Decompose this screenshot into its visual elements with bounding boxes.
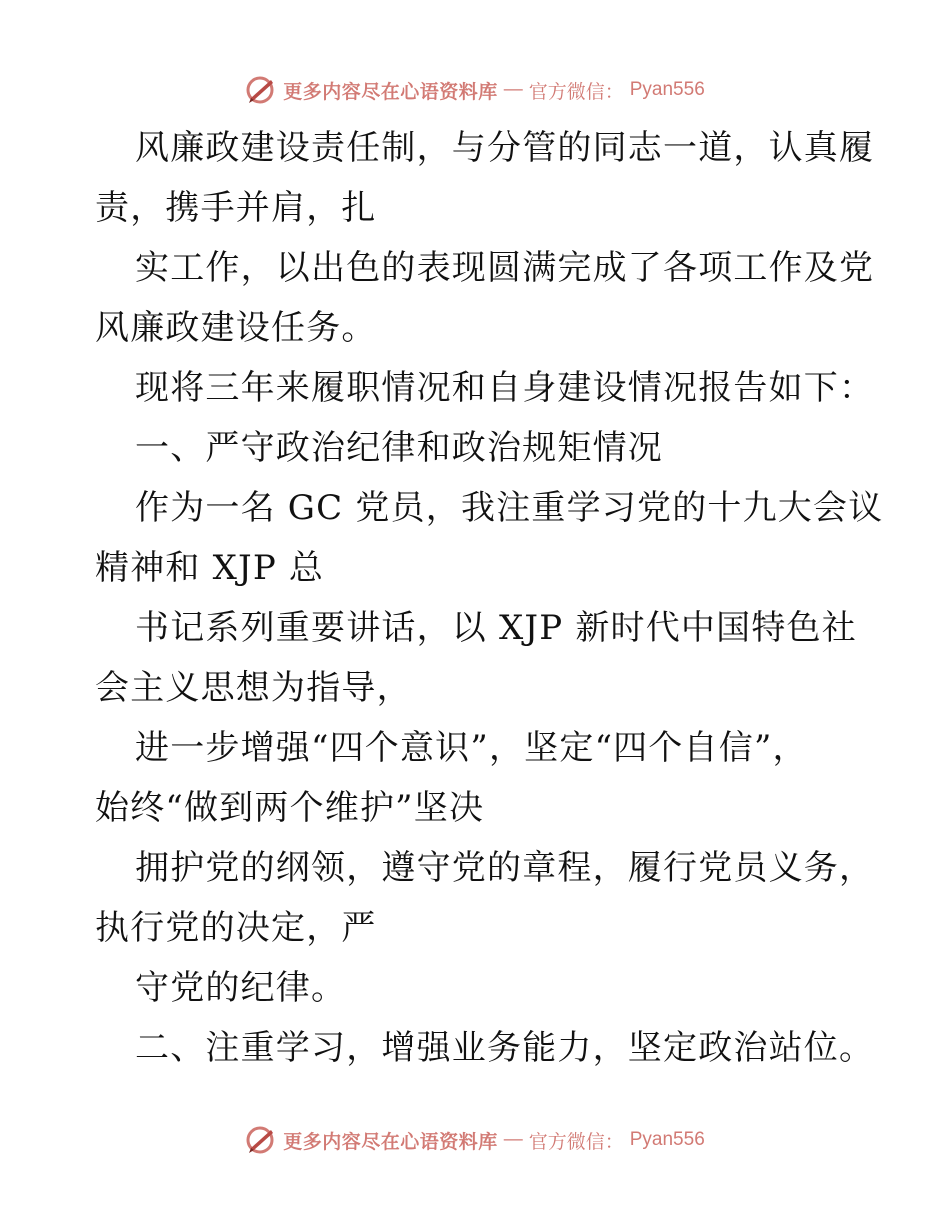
- text-line: 执行党的决定，严: [95, 908, 377, 948]
- header-banner-wechat-label: 官方微信：: [528, 80, 624, 103]
- text-line: 精神和 XJP 总: [95, 548, 325, 588]
- text-line: 风廉政建设任务。: [95, 308, 377, 348]
- text-line: 始终“做到两个维护”坚决: [95, 788, 485, 828]
- text-line: 守党的纪律。: [135, 968, 347, 1008]
- footer-banner-dash: —: [503, 1129, 523, 1150]
- header-watermark-banner: [0, 70, 950, 110]
- document-body: [95, 118, 884, 1078]
- text-line: 风廉政建设责任制，与分管的同志一道，认真履: [135, 128, 875, 168]
- text-line: 二、注重学习，增强业务能力，坚定政治站位。: [135, 1028, 875, 1068]
- header-banner-wechat-handle: Pyan556: [629, 79, 705, 100]
- text-line: 进一步增强“四个意识”，坚定“四个自信”，: [135, 728, 808, 768]
- text-line: 会主义思想为指导，: [95, 668, 412, 708]
- footer-banner-title: 更多内容尽在心语资料库: [283, 1130, 498, 1153]
- footer-banner-wechat-handle: Pyan556: [629, 1129, 705, 1150]
- header-banner-title: 更多内容尽在心语资料库: [283, 80, 498, 103]
- text-line: 书记系列重要讲话，以 XJP 新时代中国特色社: [135, 608, 857, 648]
- header-banner-dash: —: [503, 79, 523, 100]
- pen-logo-icon: [245, 74, 277, 106]
- text-line: 实工作，以出色的表现圆满完成了各项工作及党: [135, 248, 875, 288]
- text-line: 作为一名 GC 党员，我注重学习党的十九大会议: [135, 488, 884, 528]
- footer-banner-wechat-label: 官方微信：: [528, 1130, 624, 1153]
- footer-watermark-banner: [0, 1120, 950, 1160]
- pen-logo-icon: [245, 1124, 277, 1156]
- footer-banner-inner: [245, 1124, 705, 1156]
- text-line: 拥护党的纲领，遵守党的章程，履行党员义务，: [135, 848, 875, 888]
- text-line: 现将三年来履职情况和自身建设情况报告如下：: [135, 368, 875, 408]
- header-banner-inner: [245, 74, 705, 106]
- text-line: 责，携手并肩，扎: [95, 188, 377, 228]
- text-line: 一、严守政治纪律和政治规矩情况: [135, 428, 663, 468]
